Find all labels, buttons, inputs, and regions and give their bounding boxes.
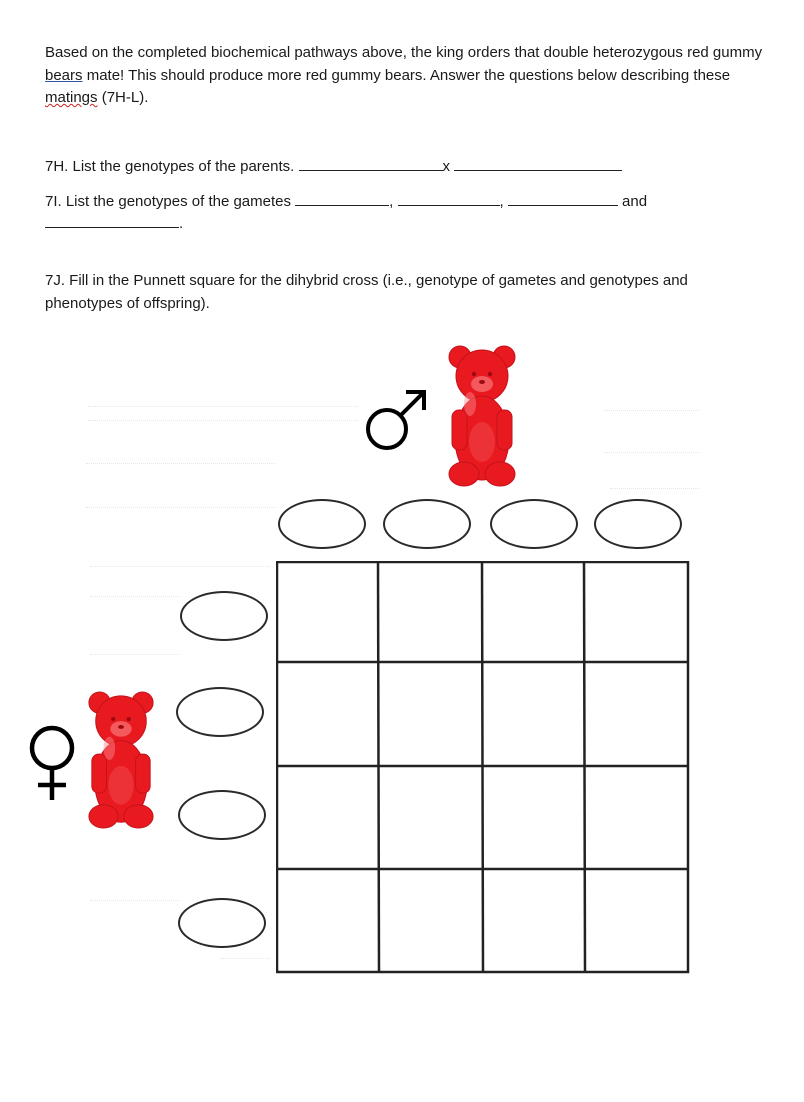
male-gamete-ellipse-3[interactable] — [490, 499, 578, 549]
male-gamete-ellipse-2[interactable] — [383, 499, 471, 549]
comma-2: , — [499, 193, 504, 210]
punnett-cell-r1-c4[interactable] — [587, 564, 687, 659]
period: . — [179, 215, 184, 232]
intro-word-matings: matings — [45, 89, 98, 106]
gamete-2-blank[interactable] — [398, 191, 500, 206]
intro-paragraph — [45, 42, 765, 110]
female-gamete-ellipse-1[interactable] — [180, 591, 268, 641]
gamete-4-blank[interactable] — [45, 213, 179, 228]
punnett-cell-r4-c1[interactable] — [279, 872, 375, 971]
question-7j: 7J. Fill in the Punnett square for the dihybrid cross (i.e., genotype of gametes and genotypes and phenotypes of offspring). — [45, 272, 688, 312]
female-gamete-ellipse-2[interactable] — [176, 687, 264, 737]
question-7i — [45, 191, 765, 214]
punnett-cell-r4-c3[interactable] — [485, 872, 581, 971]
comma-1: , — [389, 193, 394, 210]
cross-separator: x — [442, 158, 450, 175]
punnett-cell-r3-c4[interactable] — [587, 769, 687, 866]
punnett-cell-r3-c2[interactable] — [381, 769, 479, 866]
punnett-cell-r2-c3[interactable] — [485, 665, 581, 763]
intro-text-1: Based on the completed biochemical pathways above, the king orders that double heterozygous red gummy — [45, 44, 763, 61]
intro-text-3: (7H-L). — [97, 89, 149, 106]
female-gamete-ellipse-3[interactable] — [178, 790, 266, 840]
intro-word-bears: bears — [45, 66, 83, 84]
question-7i-line2 — [45, 213, 765, 236]
punnett-cell-r4-c2[interactable] — [381, 872, 479, 971]
punnett-cell-r2-c1[interactable] — [279, 665, 375, 763]
punnett-cell-r3-c1[interactable] — [279, 769, 375, 866]
question-7h — [45, 156, 765, 179]
male-symbol-icon — [362, 388, 430, 454]
punnett-cell-r4-c4[interactable] — [587, 872, 687, 971]
parent-genotype-1-blank[interactable] — [299, 156, 443, 171]
punnett-cell-r2-c2[interactable] — [381, 665, 479, 763]
female-symbol-icon — [26, 722, 80, 802]
gamete-1-blank[interactable] — [295, 191, 389, 206]
question-7h-label: 7H. List the genotypes of the parents. — [45, 158, 295, 175]
punnett-cell-r1-c1[interactable] — [279, 564, 375, 659]
male-gamete-ellipse-4[interactable] — [594, 499, 682, 549]
gummy-bear-male-image — [446, 344, 518, 488]
female-gamete-ellipse-4[interactable] — [178, 898, 266, 948]
punnett-cell-r3-c3[interactable] — [485, 769, 581, 866]
intro-text-2: mate! This should produce more red gummy bears. Answer the questions below describing these — [82, 66, 731, 84]
gummy-bear-female-image — [86, 688, 156, 832]
and-text: and — [622, 193, 648, 210]
parent-genotype-2-blank[interactable] — [454, 156, 622, 171]
punnett-cell-r1-c2[interactable] — [381, 564, 479, 659]
punnett-cell-r1-c3[interactable] — [485, 564, 581, 659]
question-7i-label: 7I. List the genotypes of the gametes — [45, 193, 291, 210]
gamete-3-blank[interactable] — [508, 191, 618, 206]
punnett-cell-r2-c4[interactable] — [587, 665, 687, 763]
male-gamete-ellipse-1[interactable] — [278, 499, 366, 549]
